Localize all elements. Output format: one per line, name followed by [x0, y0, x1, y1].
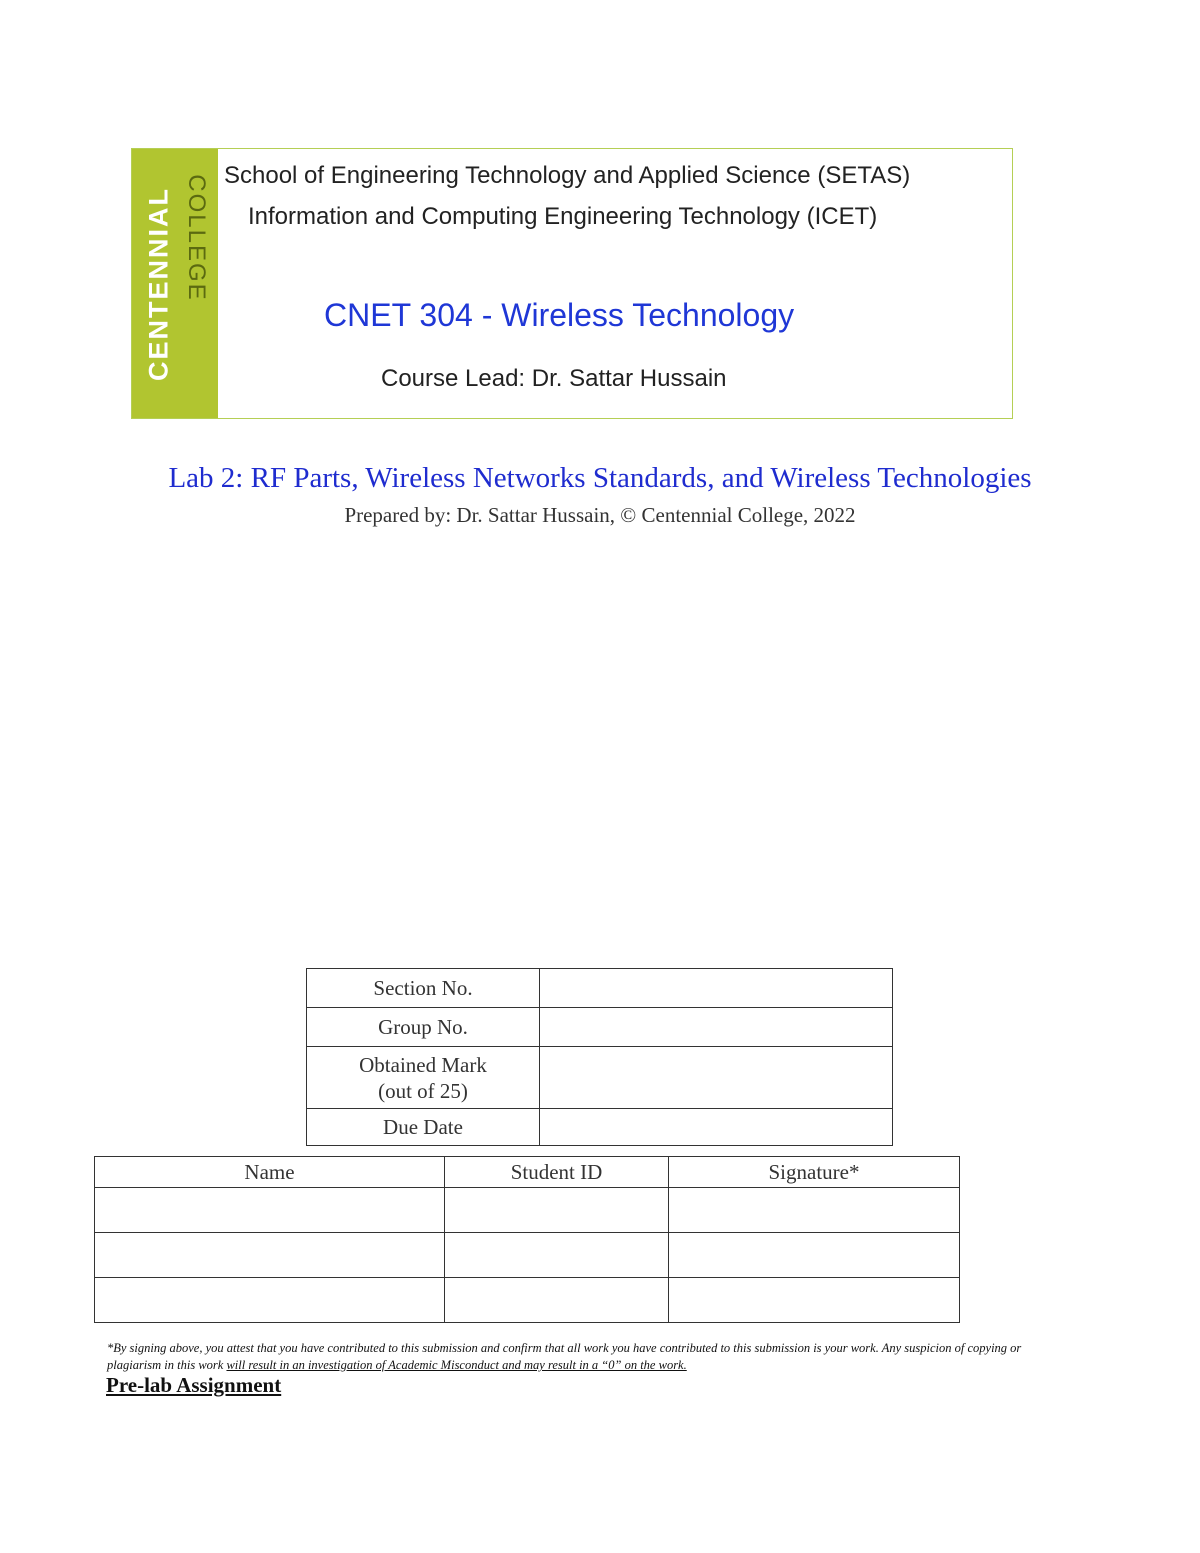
table-row — [95, 1188, 960, 1233]
table-row — [95, 1278, 960, 1323]
signature-footnote — [107, 1340, 1067, 1374]
signature-header: Signature* — [669, 1157, 960, 1188]
school-name: School of Engineering Technology and Applied Science (SETAS) — [224, 162, 911, 189]
prelab-heading: Pre-lab Assignment — [106, 1373, 282, 1397]
name-cell[interactable] — [95, 1233, 445, 1278]
banner-text — [218, 149, 1012, 418]
table-row — [95, 1233, 960, 1278]
student-id-cell[interactable] — [445, 1278, 669, 1323]
logo-college-text: COLLEGE — [183, 173, 210, 302]
lab-title: Lab 2: RF Parts, Wireless Networks Standards, and Wireless Technologies — [168, 462, 1032, 494]
table-header-row — [95, 1157, 960, 1188]
due-date-label: Due Date — [307, 1109, 540, 1146]
course-title: CNET 304 - Wireless Technology — [324, 297, 795, 333]
table-row — [307, 1047, 893, 1109]
obtained-mark-label-line1: Obtained Mark — [359, 1052, 487, 1077]
student-id-cell[interactable] — [445, 1233, 669, 1278]
college-banner — [131, 148, 1013, 419]
program-name: Information and Computing Engineering Technology (ICET) — [248, 203, 878, 230]
logo-centennial-text: CENTENNIAL — [143, 186, 174, 381]
student-id-cell[interactable] — [445, 1188, 669, 1233]
due-date-field[interactable] — [540, 1109, 893, 1146]
section-no-label: Section No. — [307, 969, 540, 1008]
lab-info-table — [306, 968, 893, 1146]
section-no-field[interactable] — [540, 969, 893, 1008]
signature-cell[interactable] — [669, 1278, 960, 1323]
table-row — [307, 969, 893, 1008]
name-cell[interactable] — [95, 1278, 445, 1323]
group-no-label: Group No. — [307, 1008, 540, 1047]
student-id-header: Student ID — [445, 1157, 669, 1188]
prepared-by: Prepared by: Dr. Sattar Hussain, © Centennial College, 2022 — [344, 503, 856, 527]
obtained-mark-field[interactable] — [540, 1047, 893, 1109]
table-row — [307, 1008, 893, 1047]
group-no-field[interactable] — [540, 1008, 893, 1047]
footnote-text: *By signing above, you attest that you have contributed to this submission and confirm that all work you have contributed to this submission is your work. Any suspicion of copying or plagiarism in this work — [107, 1341, 1022, 1372]
obtained-mark-label-line2: (out of 25) — [378, 1078, 468, 1103]
signature-cell[interactable] — [669, 1233, 960, 1278]
footnote-underlined-text: will result in an investigation of Academic Misconduct and may result in a “0” on the work. — [226, 1358, 687, 1372]
course-lead: Course Lead: Dr. Sattar Hussain — [381, 365, 727, 392]
table-row — [307, 1109, 893, 1146]
name-cell[interactable] — [95, 1188, 445, 1233]
student-table — [94, 1156, 960, 1323]
signature-cell[interactable] — [669, 1188, 960, 1233]
college-logo — [132, 149, 218, 418]
obtained-mark-label — [307, 1047, 540, 1109]
name-header: Name — [95, 1157, 445, 1188]
